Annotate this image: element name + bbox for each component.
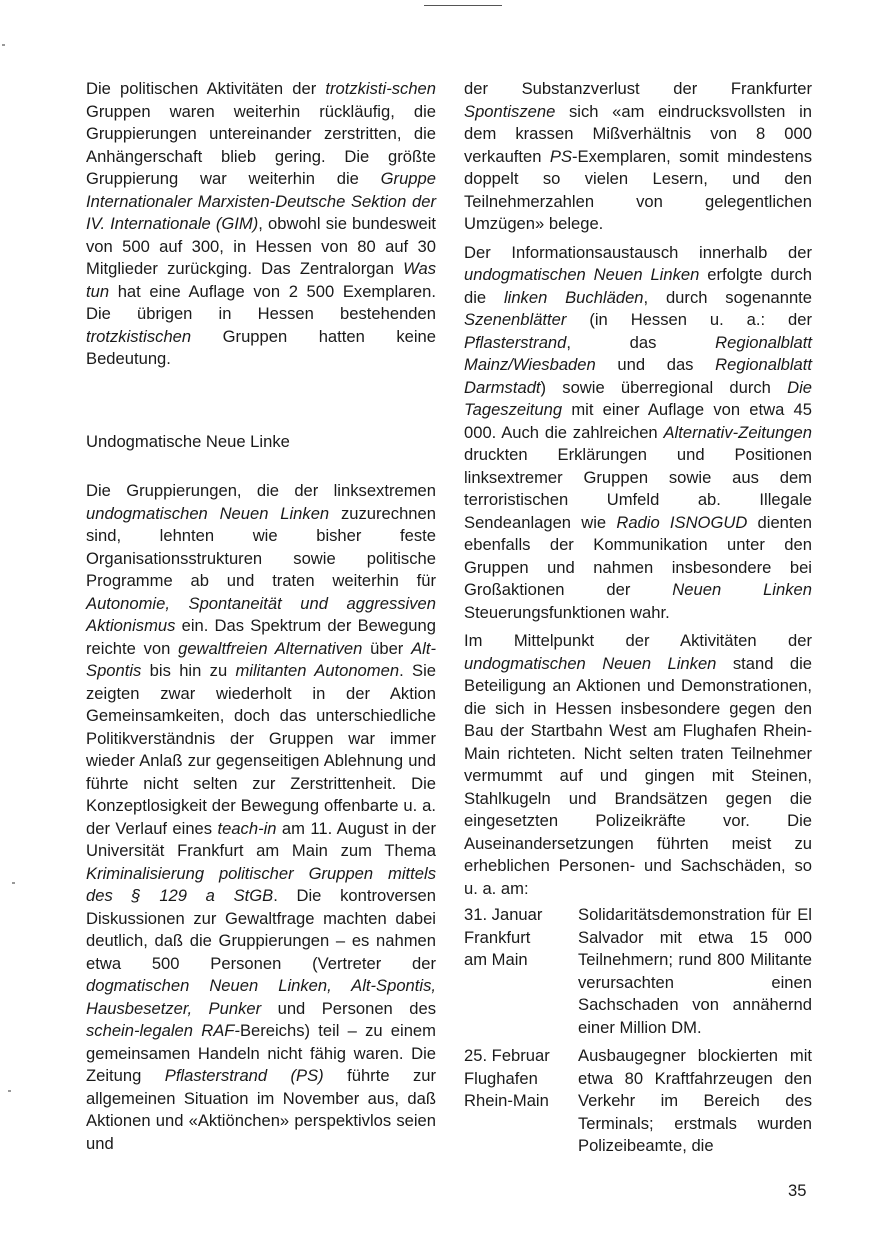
emphasis: dogmatischen Neuen Linken, Alt-Spontis, Hausbesetzer, Punker xyxy=(86,976,436,1018)
paragraph-substanzverlust: der Substanzverlust der Frankfurter Spontiszene sich «am eindrucksvollsten in dem krassen Mißverhältnis von 8 000 verkauften PS-Exemplaren, somit mindestens doppelt so vielen Lesern, und den Teilnehmerzahlen von gelegentlichen Umzügen» belege. xyxy=(464,79,813,233)
emphasis: undogmatischen Neuen Linken xyxy=(464,653,717,673)
emphasis: schein-legalen RAF- xyxy=(86,1021,240,1040)
emphasis: Kriminalisierung politischer Gruppen mittels des § 129 a StGB xyxy=(86,863,436,905)
emphasis: Spontiszene xyxy=(464,101,556,121)
emphasis: Radio ISNOGUD xyxy=(616,512,748,532)
event-date: 31. Januar Frankfurt am Main xyxy=(464,905,543,969)
emphasis: Pflasterstrand (PS) xyxy=(164,1066,324,1085)
emphasis: gewaltfreien Alternativen xyxy=(178,638,363,658)
emphasis: PS xyxy=(549,146,573,166)
emphasis: Alt-Spontis xyxy=(86,638,436,680)
emphasis: Neuen Linken xyxy=(672,580,812,599)
section-heading: Undogmatische Neue Linke xyxy=(86,431,290,451)
emphasis: Regionalblatt Mainz/Wiesbaden xyxy=(464,332,812,374)
emphasis: Die Tageszeitung xyxy=(464,377,812,419)
event-description: Solidaritätsdemonstration für El Salvador mit etwa 15 000 Teilnehmern; rund 800 Militante verursachten einen Sachschaden von annähernd einer Million DM. xyxy=(578,905,812,1037)
emphasis: undogmatischen Neuen Linken xyxy=(464,265,700,284)
emphasis: Gruppe Internationaler Marxisten-Deutsche Sektion der IV. Internationale (GIM) xyxy=(86,169,436,233)
page-number: 35 xyxy=(788,1181,807,1200)
emphasis: Regionalblatt Darmstadt xyxy=(464,355,812,397)
emphasis: trotzkisti-schen xyxy=(325,79,436,98)
event-item xyxy=(464,904,812,1039)
event-list xyxy=(464,904,812,1158)
emphasis: Szenenblätter xyxy=(464,310,567,329)
emphasis: Pflasterstrand xyxy=(464,332,567,352)
emphasis: linken Buchläden xyxy=(503,287,644,307)
emphasis: Autonomie, Spontaneität und aggressiven Aktionismus xyxy=(86,593,436,635)
left-column xyxy=(86,78,436,1155)
emphasis: Alternativ-Zeitungen xyxy=(663,422,812,442)
scan-speck xyxy=(12,882,15,884)
emphasis: Was tun xyxy=(86,259,436,301)
paragraph-informationsaustausch: Der Informationsaustausch innerhalb der undogmatischen Neuen Linken erfolgte durch die linken Buchläden, durch sogenannte Szenenblätter (in Hessen u. a.: der Pflasterstrand, das Regionalblatt Mainz/Wiesbaden und das Regionalblatt Darmstadt) sowie überregional durch Die Tageszeitung mit einer Auflage von etwa 45 000. Auch die zahlreichen Alternativ-Zeitungen druckten Erklärungen und Positionen linksextremer Gruppen sowie aus dem terroristischen Umfeld ab. Illegale Sendeanlagen wie Radio ISNOGUD dienten ebenfalls der Kommunikation unter den Gruppen und nahmen insbesondere bei Großaktionen der Neuen Linken Steuerungsfunktionen wahr. xyxy=(464,242,813,622)
emphasis: trotzkistischen xyxy=(86,326,192,346)
emphasis: teach-in xyxy=(217,818,277,838)
event-date: 25. Februar Flughafen Rhein-Main xyxy=(464,1046,550,1110)
top-rule xyxy=(424,5,502,6)
right-column xyxy=(464,78,812,1158)
event-item xyxy=(464,1045,812,1158)
scan-speck xyxy=(8,1090,11,1092)
paragraph-undogmatische: Die Gruppierungen, die der linksextremen undogmatischen Neuen Linken zuzurechnen sind, lehnten wie bisher feste Organisationsstrukturen sowie politische Programme ab und traten weiterhin für Autonomie, Spontaneität und aggressiven Aktionismus ein. Das Spektrum der Bewegung reichte von gewaltfreien Alternativen über Alt-Spontis bis hin zu militanten Autonomen. Sie zeigten zwar wiederholt in der Aktion Gemeinsamkeiten, doch das unterschiedliche Politikverständnis der Gruppen war immer wieder Anlaß zur gegenseitigen Ablehnung und führte nicht selten zur Zerstrittenheit. Die Konzeptlosigkeit der Bewegung offenbarte u. a. der Verlauf eines teach-in am 11. August in der Universität Frankfurt am Main zum Thema Kriminalisierung politischer Gruppen mittels des § 129 a StGB. Die kontroversen Diskussionen zur Gewaltfrage machten dabei deutlich, daß die Gruppierungen – es nahmen etwa 500 Personen (Vertreter der dogmatischen Neuen Linken, Alt-Spontis, Hausbesetzer, Punker und Personen des schein-legalen RAF-Bereichs) teil – zu einem gemeinsamen Handeln nicht fähig waren. Die Zeitung Pflasterstrand (PS) führte zur allgemeinen Situation im November aus, daß Aktionen und «Aktiönchen» perspektivlos seien und xyxy=(86,481,437,1153)
paragraph-mittelpunkt: Im Mittelpunkt der Aktivitäten der undogmatischen Neuen Linken stand die Beteiligung an Aktionen und Demonstrationen, die sich in Hessen insbesondere gegen den Bau der Startbahn West am Flughafen Rhein-Main richteten. Nicht selten traten Teilnehmer vermummt auf und gingen mit Steinen, Stahlkugeln und Brandsätzen gegen die eingesetzten Polizeikräfte vor. Die Auseinandersetzungen führten meist zu erheblichen Personen- und Sachschäden, so u. a. am: xyxy=(464,631,812,898)
emphasis: undogmatischen Neuen Linken xyxy=(86,503,330,523)
scan-speck xyxy=(2,44,5,46)
event-description: Ausbaugegner blockierten mit etwa 80 Kraftfahrzeugen den Verkehr im Bereich des Terminals; erstmals wurden Polizeibeamte, die xyxy=(578,1046,812,1155)
paragraph-trotzkisten: Die politischen Aktivitäten der trotzkisti-schen Gruppen waren weiterhin rückläufig, die Gruppierungen untereinander zerstritten, die Anhängerschaft blieb gering. Die größte Gruppierung war weiterhin die Gruppe Internationaler Marxisten-Deutsche Sektion der IV. Internationale (GIM), obwohl sie bundesweit von 500 auf 300, in Hessen von 80 auf 30 Mitglieder zurückging. Das Zentralorgan Was tun hat eine Auflage von 2 500 Exemplaren. Die übrigen in Hessen bestehenden trotzkistischen Gruppen hatten keine Bedeutung. xyxy=(86,79,436,368)
emphasis: militanten Autonomen xyxy=(235,661,400,680)
